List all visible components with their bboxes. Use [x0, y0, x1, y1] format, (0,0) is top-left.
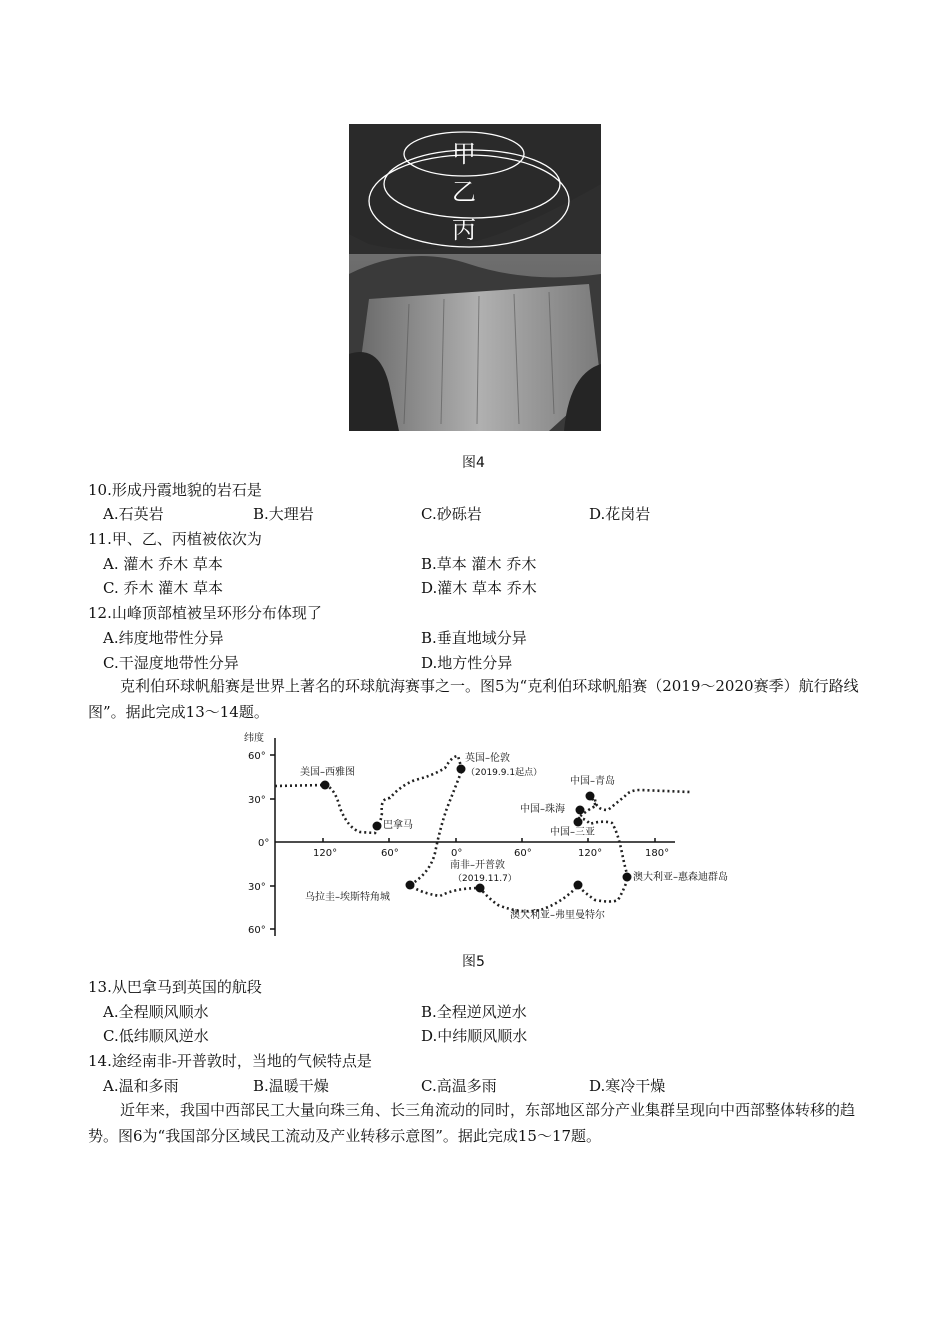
label-panama: 巴拿马: [383, 820, 413, 831]
q11-option-b: B.草本 灌木 乔木: [421, 555, 537, 573]
x-tick-180: 180°: [645, 848, 670, 859]
stop-punta-del-este: [406, 881, 415, 890]
figure4-caption: 图4: [462, 455, 485, 471]
x-tick-60w: 60°: [381, 848, 399, 859]
q10-option-c: C.砂砾岩: [421, 505, 482, 523]
danxia-photo: [349, 124, 601, 431]
stop-london: [457, 765, 466, 774]
q13-option-d: D.中纬顺风顺水: [421, 1027, 528, 1045]
x-tick-120w: 120°: [313, 848, 338, 859]
stop-qingdao: [586, 792, 595, 801]
label-yi: 乙: [452, 178, 476, 206]
label-london: 英国–伦敦: [465, 753, 510, 764]
question-14-stem: 14.途经南非-开普敦时，当地的气候特点是: [88, 1052, 372, 1070]
q12-option-c: C.干湿度地带性分异: [103, 654, 239, 672]
label-punta-del-este: 乌拉圭–埃斯特角城: [305, 892, 390, 903]
y-tick-30n: 30°: [248, 795, 266, 806]
question-11-stem: 11.甲、乙、丙植被依次为: [88, 530, 262, 548]
q11-option-a: A. 灌木 乔木 草本: [103, 555, 223, 573]
label-whitsundays: 澳大利亚–惠森迪群岛: [633, 872, 728, 883]
q12-option-d: D.地方性分异: [421, 654, 513, 672]
q10-option-a: A.石英岩: [103, 505, 164, 523]
q14-option-a: A.温和多雨: [103, 1077, 179, 1095]
intro-15-17: 近年来，我国中西部民工大量向珠三角、长三角流动的同时，东部地区部分产业集群呈现向中西部整体转移的趋势。图6为“我国部分区域民工流动及产业转移示意图”。据此完成15～17题。: [88, 1101, 856, 1145]
stop-fremantle: [574, 881, 583, 890]
stop-panama: [373, 822, 382, 831]
figure5-caption: 图5: [462, 954, 485, 970]
y-axis-label: 纬度: [244, 733, 264, 744]
label-qingdao: 中国–青岛: [570, 776, 615, 787]
label-sanya: 中国–三亚: [550, 827, 595, 838]
x-tick-0: 0°: [451, 848, 463, 859]
y-tick-0: 0°: [258, 838, 270, 849]
y-tick-30s: 30°: [248, 882, 266, 893]
stop-cape-town: [476, 884, 485, 893]
sailing-route-map: [240, 728, 760, 943]
x-tick-120e: 120°: [578, 848, 603, 859]
question-12-stem: 12.山峰顶部植被呈环形分布体现了: [88, 604, 322, 622]
q14-option-c: C.高温多雨: [421, 1077, 497, 1095]
q13-option-c: C.低纬顺风逆水: [103, 1027, 209, 1045]
stop-seattle: [321, 781, 330, 790]
q11-option-d: D.灌木 草本 乔木: [421, 579, 537, 597]
label-seattle: 美国–西雅图: [300, 767, 355, 778]
q12-option-a: A.纬度地带性分异: [103, 629, 224, 647]
label-fremantle: 澳大利亚–弗里曼特尔: [510, 910, 605, 921]
q13-option-a: A.全程顺风顺水: [103, 1003, 209, 1021]
label-cape-town: 南非–开普敦: [450, 860, 505, 871]
stop-whitsundays: [623, 873, 632, 882]
question-13-stem: 13.从巴拿马到英国的航段: [88, 978, 262, 996]
y-tick-60s: 60°: [248, 925, 266, 936]
q13-option-b: B.全程逆风逆水: [421, 1003, 527, 1021]
y-tick-60n: 60°: [248, 751, 266, 762]
label-zhuhai: 中国–珠海: [520, 804, 565, 815]
q12-option-b: B.垂直地域分异: [421, 629, 527, 647]
question-10-stem: 10.形成丹霞地貌的岩石是: [88, 481, 262, 499]
label-bing: 丙: [452, 216, 476, 244]
stop-zhuhai: [576, 806, 585, 815]
label-london-note: （2019.9.1起点）: [466, 768, 543, 778]
q14-option-d: D.寒冷干燥: [589, 1077, 666, 1095]
q10-option-b: B.大理岩: [253, 505, 314, 523]
intro-13-14: 克利伯环球帆船赛是世界上著名的环球航海赛事之一。图5为“克利伯环球帆船赛（2019～2020赛季）航行路线图”。据此完成13～14题。: [88, 677, 859, 721]
label-jia: 甲: [452, 140, 476, 168]
q10-option-d: D.花岗岩: [589, 505, 651, 523]
label-cape-town-note: （2019.11.7）: [453, 874, 517, 884]
x-tick-60e: 60°: [514, 848, 532, 859]
stop-sanya: [574, 818, 583, 827]
q14-option-b: B.温暖干燥: [253, 1077, 329, 1095]
q11-option-c: C. 乔木 灌木 草本: [103, 579, 224, 597]
